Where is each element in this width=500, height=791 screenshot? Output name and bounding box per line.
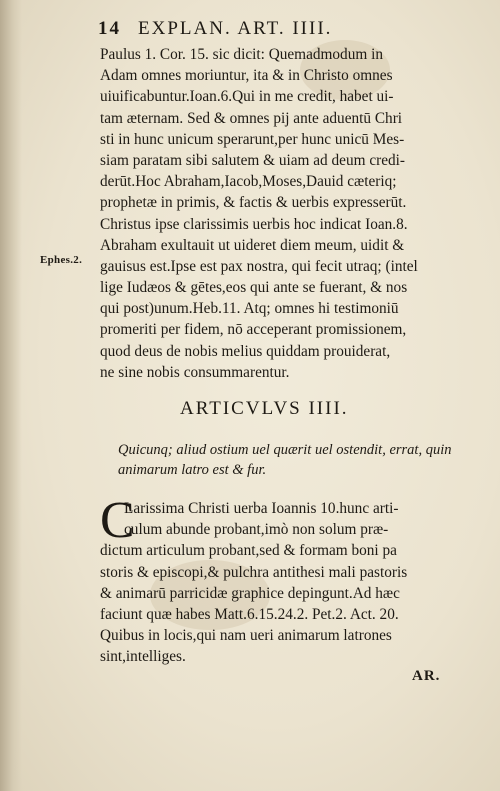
text-line: siam paratam sibi salutem & uiam ad deum credi- bbox=[100, 151, 405, 169]
text-line: sti in hunc unicum sperarunt,per hunc unicū Mes- bbox=[100, 130, 405, 148]
page-number: 14 bbox=[98, 18, 121, 39]
summary-line: Quicunq; aliud ostium uel quærit uel ostendit, errat, quin bbox=[118, 442, 452, 458]
text-line: sint,intelliges. bbox=[100, 648, 186, 666]
text-line: uiuificabuntur.Ioan.6.Qui in me credit, habet ui- bbox=[100, 88, 394, 106]
catchword: AR. bbox=[412, 668, 441, 684]
text-line: & animarū parricidæ graphice depingunt.Ad hæc bbox=[100, 584, 400, 602]
text-line: storis & episcopi,& pulchra antithesi mali pastoris bbox=[100, 563, 408, 581]
text-line: prophetæ in primis, & factis & uerbis expresserūt. bbox=[100, 194, 407, 212]
text-line: gauisus est.Ipse est pax nostra, qui fecit utraq; (intel bbox=[100, 257, 418, 275]
summary-line: animarum latro est & fur. bbox=[118, 462, 267, 478]
text-line: Christus ipse clarissimis uerbis hoc indicat Ioan.8. bbox=[100, 215, 408, 233]
body-text-top bbox=[100, 44, 470, 383]
text-line: quod deus de nobis melius quiddam prouiderat, bbox=[100, 342, 391, 360]
text-line: Paulus 1. Cor. 15. sic dicit: Quemadmodum in bbox=[100, 46, 383, 63]
margin-note: Ephes.2. bbox=[40, 254, 83, 266]
body-text-bottom bbox=[100, 498, 470, 668]
page-gutter-shadow bbox=[0, 0, 22, 791]
text-line: faciunt quæ habes Matt.6.15.24.2. Pet.2. Act. 20. bbox=[100, 605, 399, 623]
article-title: ARTICVLVS IIII. bbox=[180, 398, 349, 419]
text-line: dictum articulum probant,sed & formam boni pa bbox=[100, 542, 397, 560]
text-line: promeriti per fidem, nō acceperant promissionem, bbox=[100, 321, 407, 339]
text-line: Larissima Christi uerba Ioannis 10.hunc arti- bbox=[124, 500, 399, 517]
text-line: lige Iudæos & gētes,eos qui ante se fuerant, & nos bbox=[100, 279, 408, 297]
running-head: EXPLAN. ART. IIII. bbox=[138, 18, 333, 39]
text-line: Adam omnes moriuntur, ita & in Christo omnes bbox=[100, 67, 393, 85]
running-header bbox=[98, 18, 438, 44]
drop-capital: C bbox=[100, 492, 135, 549]
text-line: Abraham exultauit ut uideret diem meum, uidit & bbox=[100, 236, 405, 254]
text-line: culum abunde probant,imò non solum præ- bbox=[124, 521, 389, 539]
text-line: tam æternam. Sed & omnes pij ante aduentū Chri bbox=[100, 109, 403, 127]
text-line: derūt.Hoc Abraham,Iacob,Moses,Dauid cæteriq; bbox=[100, 173, 397, 191]
text-line: Quibus in locis,qui nam ueri animarum latrones bbox=[100, 627, 392, 645]
text-line: qui post)unum.Heb.11. Atq; omnes hi testimoniū bbox=[100, 300, 399, 318]
text-line: ne sine nobis consummarentur. bbox=[100, 363, 290, 381]
article-summary bbox=[118, 440, 468, 480]
